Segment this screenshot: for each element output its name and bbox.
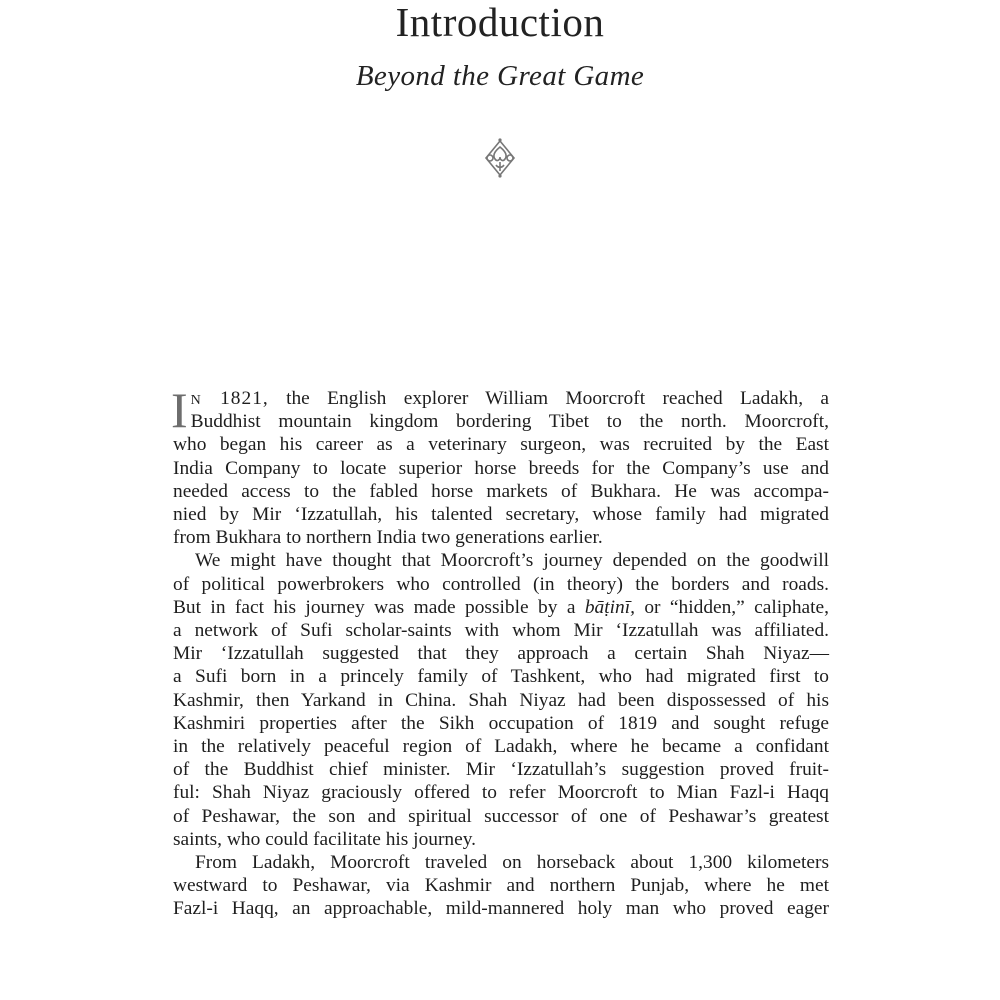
text-line: ful: Shah Niyaz graciously offered to refer Moorcroft to Mian Fazl-i Haqq: [173, 782, 829, 804]
text-line: in the relatively peaceful region of Ladakh, where he became a confidant: [173, 736, 829, 758]
text-line: needed access to the fabled horse markets of Bukhara. He was accompa-: [173, 480, 829, 502]
text-line: n 1821, the English explorer William Moorcroft reached Ladakh, a: [190, 388, 829, 409]
text-line: Mir ‘Izzatullah suggested that they approach a certain Shah Niyaz—: [173, 643, 829, 665]
italic-term: bāṭinī,: [584, 596, 635, 618]
paragraph-2: [173, 549, 829, 851]
text-line: a network of Sufi scholar-saints with whom Mir ‘Izzatullah was affiliated.: [173, 620, 829, 642]
paragraph-3: [173, 851, 829, 921]
text-line: India Company to locate superior horse breeds for the Company’s use and: [173, 457, 829, 479]
paragraph-1: [171, 382, 829, 549]
fleuron-ornament-icon: [481, 138, 519, 178]
text-line: Kashmiri properties after the Sikh occupation of 1819 and sought refuge: [173, 712, 829, 734]
chapter-subtitle: Beyond the Great Game: [355, 60, 645, 92]
text-line: westward to Peshawar, via Kashmir and northern Punjab, where he met: [173, 875, 829, 897]
text-line: saints, who could facilitate his journey.: [173, 828, 476, 850]
chapter-title: Introduction: [395, 0, 605, 45]
body-text: [171, 382, 830, 921]
text-line: nied by Mir ‘Izzatullah, his talented secretary, whose family had migrated: [173, 504, 829, 526]
text-line: Buddhist mountain kingdom bordering Tibet to the north. Moorcroft,: [190, 411, 829, 433]
text-line: of political powerbrokers who controlled (in theory) the borders and roads.: [173, 573, 829, 595]
text-line: from Bukhara to northern India two generations earlier.: [173, 527, 603, 549]
text-line: of Peshawar, the son and spiritual successor of one of Peshawar’s greatest: [173, 805, 829, 827]
text-line: Fazl-i Haqq, an approachable, mild-mannered holy man who proved eager: [173, 898, 829, 920]
text-line: who began his career as a veterinary surgeon, was recruited by the East: [173, 434, 829, 456]
text-line: We might have thought that Moorcroft’s journey depended on the goodwill: [195, 550, 829, 572]
text-line: a Sufi born in a princely family of Tashkent, who had migrated first to: [173, 666, 829, 688]
text-line: But in fact his journey was made possible by a bāṭinī, or “hidden,” caliphate,: [173, 596, 830, 618]
opening-smallcaps: n 1821,: [190, 388, 269, 409]
text-line: of the Buddhist chief minister. Mir ‘Izzatullah’s suggestion proved fruit-: [173, 759, 829, 781]
text-line: Kashmir, then Yarkand in China. Shah Niyaz had been dispossessed of his: [173, 689, 829, 711]
text-line: From Ladakh, Moorcroft traveled on horseback about 1,300 kilometers: [195, 852, 829, 874]
drop-cap: I: [171, 382, 188, 438]
